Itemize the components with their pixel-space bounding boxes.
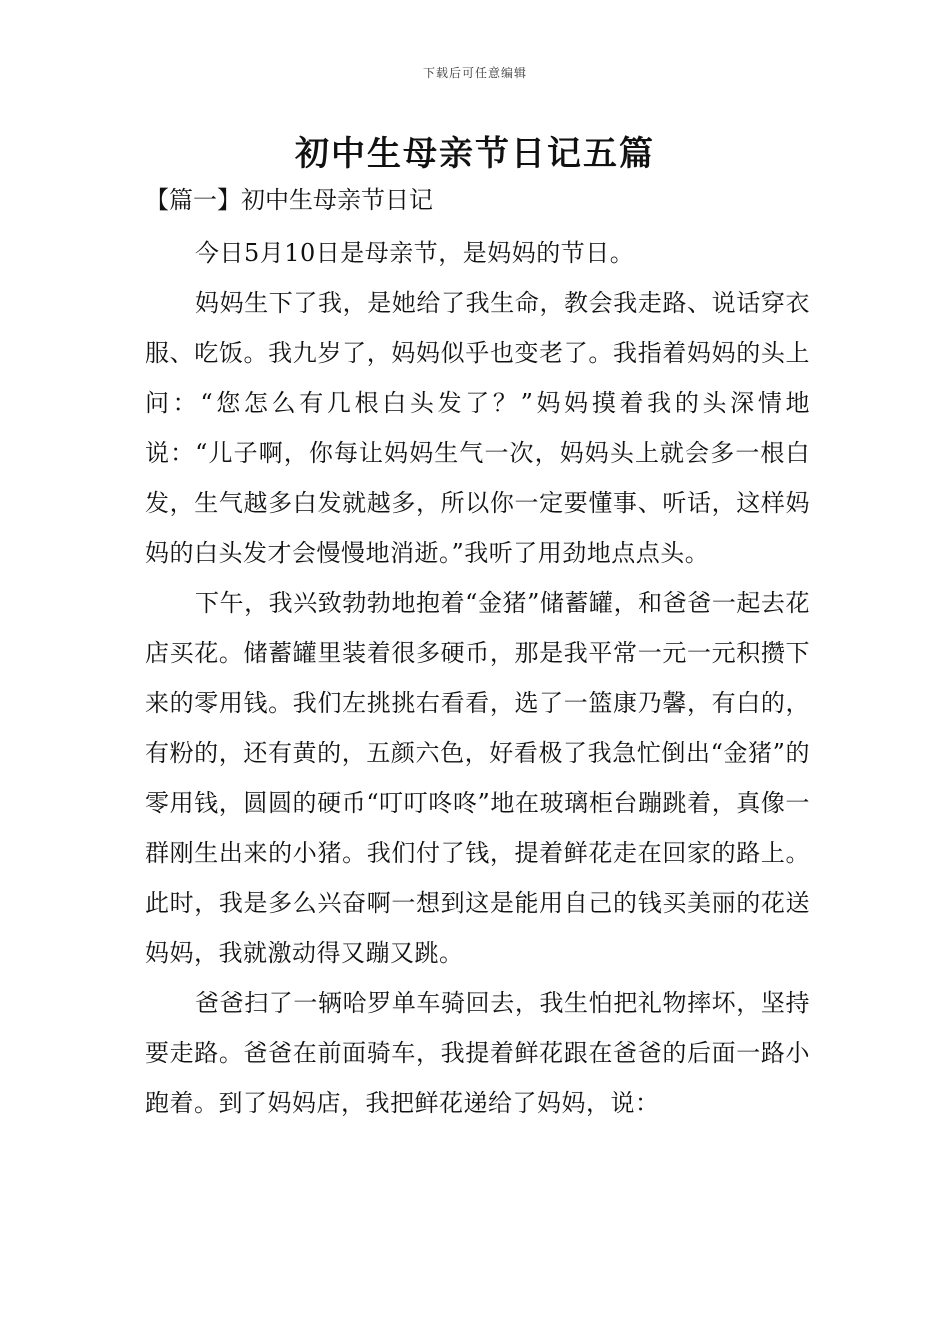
document-body — [145, 178, 810, 1128]
paragraph: 下午，我兴致勃勃地抱着“金猪”储蓄罐，和爸爸一起去花店买花。储蓄罐里装着很多硬币，那是我平常一元一元积攒下来的零用钱。我们左挑挑右看看，选了一篮康乃馨，有白的，有粉的，还有黄的，五颜六色，好看极了我急忙倒出“金猪”的零用钱，圆圆的硬币“叮叮咚咚”地在玻璃柜台蹦跳着，真像一群刚生出来的小猪。我们付了钱，提着鲜花走在回家的路上。此时，我是多么兴奋啊一想到这是能用自己的钱买美丽的花送妈妈，我就激动得又蹦又跳。 — [145, 589, 810, 967]
document-title: 初中生母亲节日记五篇 — [295, 134, 655, 174]
paragraph: 爸爸扫了一辆哈罗单车骑回去，我生怕把礼物摔坏，坚持要走路。爸爸在前面骑车，我提着鲜花跟在爸爸的后面一路小跑着。到了妈妈店，我把鲜花递给了妈妈，说： — [145, 989, 810, 1117]
paragraph: 妈妈生下了我，是她给了我生命，教会我走路、说话穿衣服、吃饭。我九岁了，妈妈似乎也变老了。我指着妈妈的头上问：“您怎么有几根白头发了？”妈妈摸着我的头深情地说：“儿子啊，你每让妈妈生气一次，妈妈头上就会多一根白发，生气越多白发就越多，所以你一定要懂事、听话，这样妈妈的白头发才会慢慢地消逝。”我听了用劲地点点头。 — [145, 289, 810, 567]
section-heading: 【篇一】初中生母亲节日记 — [145, 186, 433, 214]
header-note: 下载后可任意编辑 — [422, 66, 527, 80]
paragraph: 今日5月10日是母亲节，是妈妈的节日。 — [195, 239, 635, 267]
